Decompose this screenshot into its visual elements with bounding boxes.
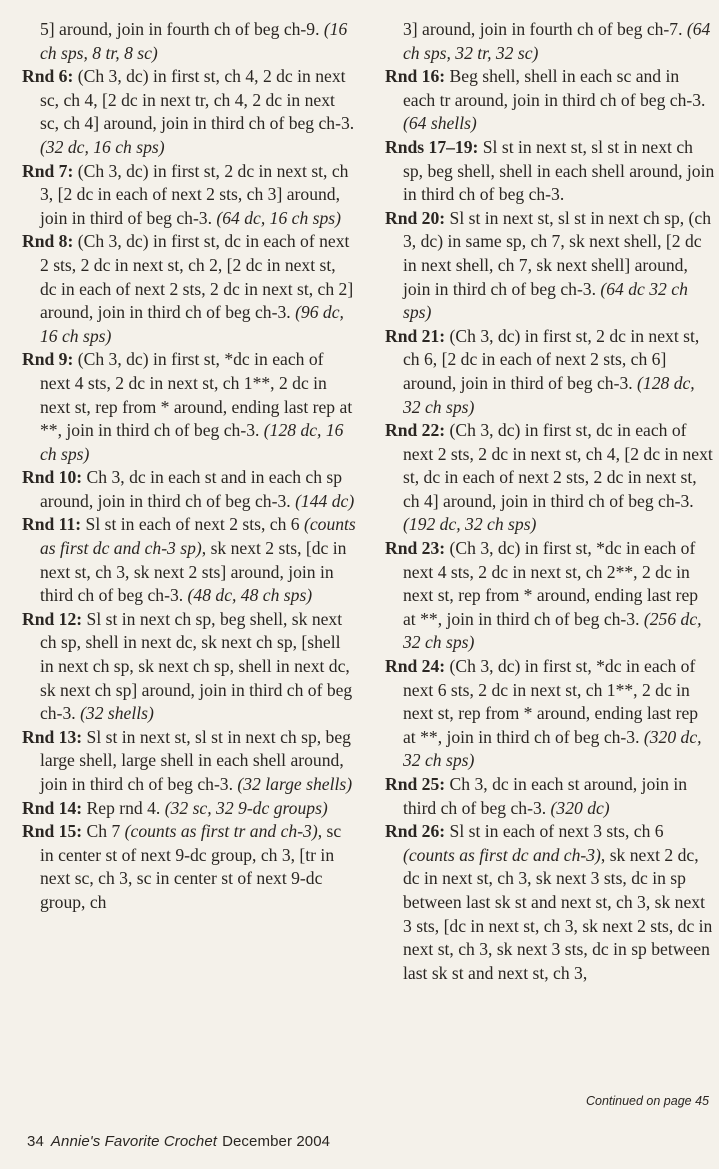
round-20: Rnd 20: Sl st in next st, sl st in next ch sp, (ch 3, dc) in same sp, ch 7, sk next shell, [2 dc in next shell, ch 7, sk next shell] around, join in third ch of beg ch-3. (64 dc 32 ch sps) bbox=[385, 207, 711, 323]
issue-date: December 2004 bbox=[222, 1133, 331, 1150]
round-14: Rnd 14: Rep rnd 4. (32 sc, 32 9-dc groups) bbox=[22, 797, 328, 818]
round-label: Rnd 15: bbox=[22, 821, 83, 842]
round-label: Rnd 7: bbox=[22, 160, 74, 181]
round-9: Rnd 9: (Ch 3, dc) in first st, *dc in each of next 4 sts, 2 dc in next st, ch 1**, 2 dc in next st, rep from * around, ending last rep at **, join in third ch of beg ch-3. (128 dc, 16 ch sps) bbox=[22, 349, 353, 464]
left-column-continuation: 5] around, join in fourth ch of beg ch-9. (16 ch sps, 8 tr, 8 sc) bbox=[40, 19, 348, 63]
round-16: Rnd 16: Beg shell, shell in each sc and in each tr around, join in third ch of beg ch-3. (64 shells) bbox=[385, 66, 706, 134]
round-25: Rnd 25: Ch 3, dc in each st around, join in third ch of beg ch-3. (320 dc) bbox=[385, 774, 688, 818]
round-7: Rnd 7: (Ch 3, dc) in first st, 2 dc in next st, ch 3, [2 dc in each of next 2 sts, ch 3] around, join in third of beg ch-3. (64 dc, 16 ch sps) bbox=[22, 160, 349, 228]
round-21: Rnd 21: (Ch 3, dc) in first st, 2 dc in next st, ch 6, [2 dc in each of next 2 sts, ch 6] around, join in third of beg ch-3. (128 dc, 32 ch sps) bbox=[385, 325, 700, 417]
round-label: Rnd 9: bbox=[22, 349, 74, 370]
page-footer bbox=[27, 1133, 330, 1150]
continued-note: Continued on page 45 bbox=[585, 1094, 709, 1108]
round-label: Rnd 11: bbox=[22, 514, 82, 535]
round-11: Rnd 11: Sl st in each of next 2 sts, ch 6 (counts as first dc and ch-3 sp), sk next 2 sts, [dc in next st, ch 3, sk next 2 sts] around, join in third ch of beg ch-3. (48 dc, 48 ch sps) bbox=[22, 514, 356, 606]
round-label: Rnd 26: bbox=[385, 821, 446, 842]
round-label: Rnd 24: bbox=[385, 656, 446, 677]
round-6: Rnd 6: (Ch 3, dc) in first st, ch 4, 2 dc in next sc, ch 4, [2 dc in next tr, ch 4, 2 dc in next sc, ch 4] around, join in third ch of beg ch-3. (32 dc, 16 ch sps) bbox=[22, 66, 355, 157]
round-label: Rnd 23: bbox=[385, 538, 446, 559]
round-label: Rnd 21: bbox=[385, 325, 446, 346]
round-label: Rnd 16: bbox=[385, 66, 446, 87]
round-label: Rnds 17–19: bbox=[385, 136, 479, 157]
round-label: Rnd 13: bbox=[22, 726, 83, 747]
round-label: Rnd 10: bbox=[22, 467, 83, 488]
rounds-17-19: Rnds 17–19: Sl st in next st, sl st in next ch sp, beg shell, shell in each shell around, join in third ch of beg ch-3. bbox=[385, 136, 715, 205]
right-column-continuation: 3] around, join in fourth ch of beg ch-7. (64 ch sps, 32 tr, 32 sc) bbox=[403, 19, 711, 63]
right-column bbox=[385, 18, 715, 985]
round-label: Rnd 12: bbox=[22, 608, 83, 629]
round-22: Rnd 22: (Ch 3, dc) in first st, dc in each of next 2 sts, 2 dc in next st, ch 4, [2 dc in next st, dc in each of next 2 sts, 2 dc in next st, ch 4] around, join in third ch of beg ch-3. (192 dc, 32 ch sps) bbox=[385, 420, 713, 535]
round-label: Rnd 20: bbox=[385, 207, 446, 228]
round-23: Rnd 23: (Ch 3, dc) in first st, *dc in each of next 4 sts, 2 dc in next st, ch 2**, 2 dc in next st, rep from * around, ending last rep at **, join in third ch of beg ch-3. (256 dc, 32 ch sps) bbox=[385, 538, 702, 653]
round-label: Rnd 6: bbox=[22, 66, 74, 87]
page-number: 34 bbox=[27, 1133, 44, 1150]
round-label: Rnd 22: bbox=[385, 420, 446, 441]
round-15: Rnd 15: Ch 7 (counts as first tr and ch-3), sc in center st of next 9-dc group, ch 3, [tr in next sc, ch 3, sc in center st of next 9-dc group, ch bbox=[22, 821, 342, 912]
round-13: Rnd 13: Sl st in next st, sl st in next ch sp, beg large shell, large shell in each shell around, join in third ch of beg ch-3. (32 large shells) bbox=[22, 726, 353, 794]
magazine-title: Annie's Favorite Crochet bbox=[50, 1133, 218, 1150]
round-12: Rnd 12: Sl st in next ch sp, beg shell, sk next ch sp, shell in next dc, sk next ch sp, [shell in next ch sp, sk next ch sp, shell in next dc, sk next ch sp] around, join in third ch of beg ch-3. (32 shells) bbox=[22, 608, 353, 724]
round-10: Rnd 10: Ch 3, dc in each st and in each ch sp around, join in third ch of beg ch-3. (144 dc) bbox=[22, 467, 355, 511]
round-label: Rnd 14: bbox=[22, 797, 83, 818]
round-24: Rnd 24: (Ch 3, dc) in first st, *dc in each of next 6 sts, 2 dc in next st, ch 1**, 2 dc in next st, rep from * around, ending last rep at **, join in third ch of beg ch-3. (320 dc, 32 ch sps) bbox=[385, 656, 702, 771]
left-column bbox=[22, 18, 356, 915]
round-label: Rnd 8: bbox=[22, 231, 74, 252]
round-26: Rnd 26: Sl st in each of next 3 sts, ch 6 (counts as first dc and ch-3), sk next 2 dc, dc in next st, ch 3, sk next 3 sts, dc in sp between last sk st and next st, ch 3, sk next 3 sts, [dc in next st, ch 3, sk next 2 sts, dc in next st, ch 3, sk next 3 sts, dc in sp between last sk st and next st, ch 3, bbox=[385, 821, 713, 983]
round-label: Rnd 25: bbox=[385, 774, 446, 794]
round-8: Rnd 8: (Ch 3, dc) in first st, dc in each of next 2 sts, 2 dc in next st, ch 2, [2 dc in next st, dc in each of next 2 sts, 2 dc in next st, ch 2] around, join in third ch of beg ch-3. (96 dc, 16 ch sps) bbox=[22, 231, 354, 346]
